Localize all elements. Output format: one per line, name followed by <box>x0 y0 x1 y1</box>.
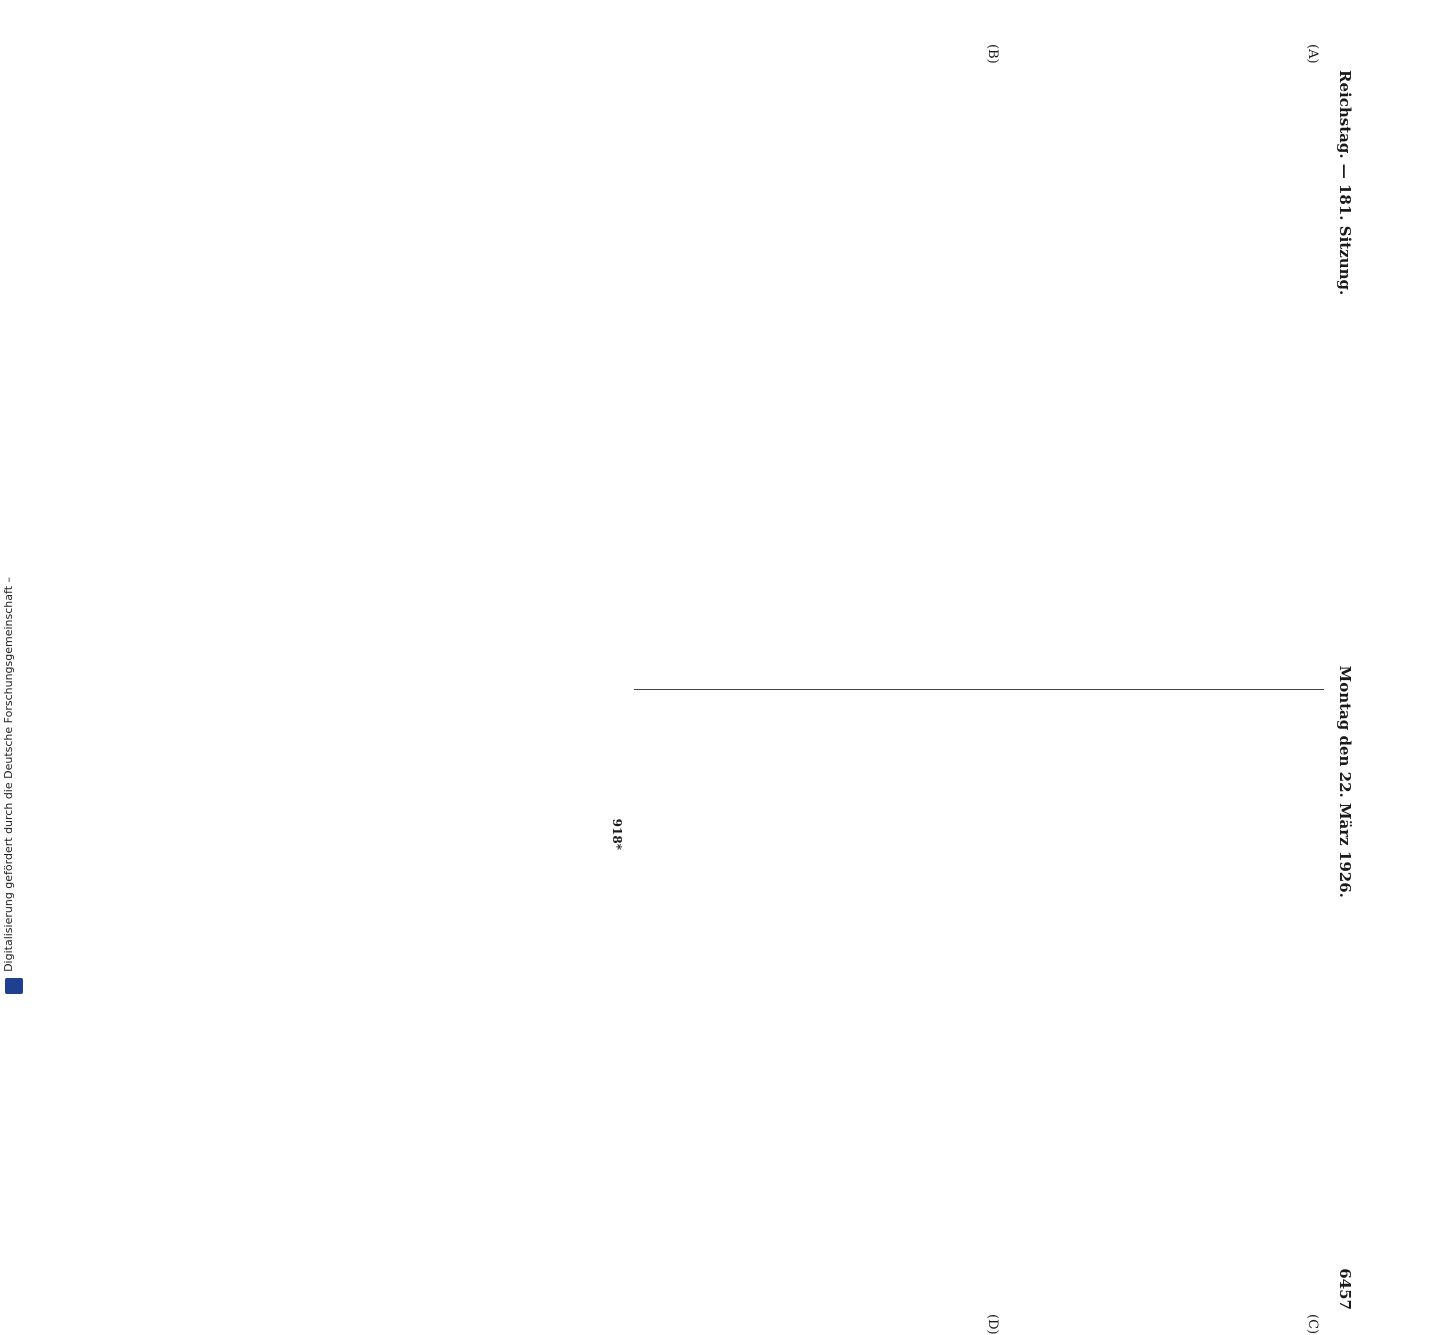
running-head-left: Reichstag. — 181. Sitzung. <box>1336 70 1354 296</box>
footer-text: Digitalisierung gefördert durch die Deutsche Forschungsgemeinschaft – <box>2 577 15 972</box>
dfg-logo-icon <box>5 978 23 994</box>
rotated-page <box>120 44 1360 1335</box>
column-right <box>634 705 1324 1310</box>
page-number: 6457 <box>1336 1268 1354 1310</box>
column-left <box>634 70 1324 675</box>
margin-letter-d: (D) <box>985 1314 1000 1335</box>
margin-letter-b: (B) <box>985 44 1000 64</box>
running-head <box>1330 70 1360 1310</box>
running-head-right: Montag den 22. März 1926. <box>1336 665 1354 898</box>
column-divider <box>634 689 1324 690</box>
footer-band <box>0 0 34 1000</box>
signature-mark: 918* <box>610 818 624 850</box>
margin-letter-a: (A) <box>1305 44 1320 64</box>
margin-letter-c: (C) <box>1305 1314 1320 1335</box>
